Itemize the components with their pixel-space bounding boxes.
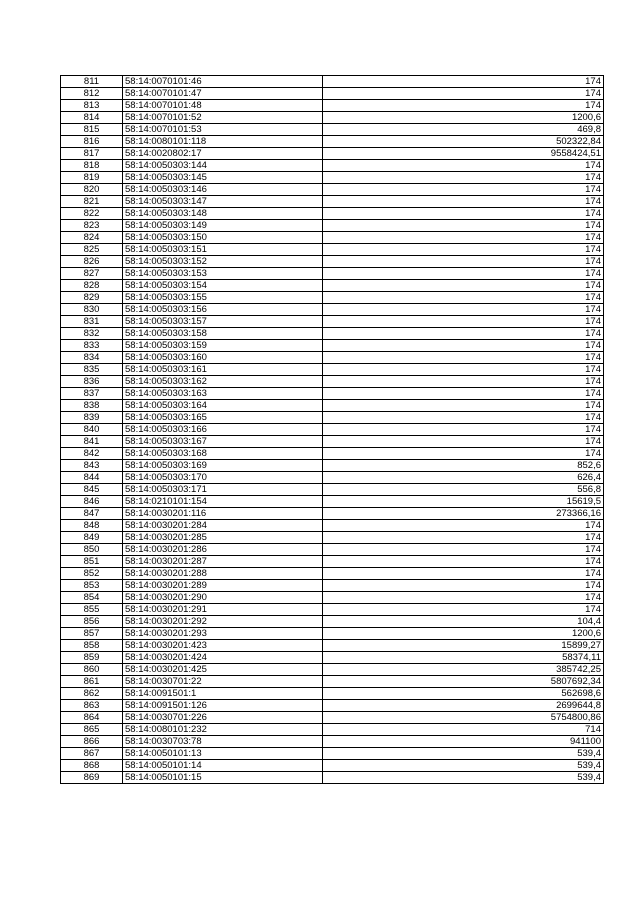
row-number: 843 [61, 460, 123, 472]
cadastral-number: 58:14:0020802:17 [123, 148, 323, 160]
cadastral-number: 58:14:0050101:15 [123, 772, 323, 784]
row-value: 174 [323, 568, 604, 580]
cadastral-number: 58:14:0030701:226 [123, 712, 323, 724]
row-value: 174 [323, 316, 604, 328]
row-value: 174 [323, 280, 604, 292]
row-value: 174 [323, 376, 604, 388]
cadastral-number: 58:14:0070101:46 [123, 76, 323, 88]
table-row [61, 748, 604, 760]
table-row [61, 724, 604, 736]
row-number: 863 [61, 700, 123, 712]
row-number: 851 [61, 556, 123, 568]
table-row [61, 100, 604, 112]
row-value: 174 [323, 88, 604, 100]
table-row [61, 484, 604, 496]
table-body [61, 76, 604, 784]
row-value: 174 [323, 352, 604, 364]
row-number: 829 [61, 292, 123, 304]
cadastral-number: 58:14:0050303:150 [123, 232, 323, 244]
table-row [61, 736, 604, 748]
cadastral-number: 58:14:0050303:165 [123, 412, 323, 424]
row-number: 864 [61, 712, 123, 724]
cadastral-number: 58:14:0080101:118 [123, 136, 323, 148]
cadastral-number: 58:14:0030201:290 [123, 592, 323, 604]
row-number: 848 [61, 520, 123, 532]
cadastral-number: 58:14:0070101:52 [123, 112, 323, 124]
row-value: 174 [323, 556, 604, 568]
row-number: 842 [61, 448, 123, 460]
row-value: 469,8 [323, 124, 604, 136]
table-row [61, 472, 604, 484]
row-value: 385742,25 [323, 664, 604, 676]
row-value: 174 [323, 412, 604, 424]
row-value: 174 [323, 256, 604, 268]
row-value: 174 [323, 196, 604, 208]
table-row [61, 376, 604, 388]
row-value: 58374,11 [323, 652, 604, 664]
table-row [61, 616, 604, 628]
cadastral-number: 58:14:0030201:293 [123, 628, 323, 640]
cadastral-number: 58:14:0030201:423 [123, 640, 323, 652]
row-value: 174 [323, 340, 604, 352]
row-number: 814 [61, 112, 123, 124]
row-value: 174 [323, 244, 604, 256]
cadastral-number: 58:14:0050303:144 [123, 160, 323, 172]
cadastral-number: 58:14:0070101:53 [123, 124, 323, 136]
row-value: 539,4 [323, 772, 604, 784]
row-value: 174 [323, 364, 604, 376]
cadastral-number: 58:14:0210101:154 [123, 496, 323, 508]
row-value: 174 [323, 580, 604, 592]
cadastral-number: 58:14:0050303:154 [123, 280, 323, 292]
row-value: 15899,27 [323, 640, 604, 652]
row-value: 174 [323, 100, 604, 112]
row-number: 858 [61, 640, 123, 652]
cadastral-number: 58:14:0050303:145 [123, 172, 323, 184]
row-number: 812 [61, 88, 123, 100]
row-number: 819 [61, 172, 123, 184]
cadastral-number: 58:14:0050303:146 [123, 184, 323, 196]
row-value: 502322,84 [323, 136, 604, 148]
row-value: 174 [323, 184, 604, 196]
cadastral-number: 58:14:0050101:14 [123, 760, 323, 772]
row-number: 833 [61, 340, 123, 352]
row-value: 626,4 [323, 472, 604, 484]
row-number: 849 [61, 532, 123, 544]
cadastral-number: 58:14:0050303:158 [123, 328, 323, 340]
row-number: 855 [61, 604, 123, 616]
row-number: 838 [61, 400, 123, 412]
row-number: 821 [61, 196, 123, 208]
row-value: 174 [323, 448, 604, 460]
row-number: 825 [61, 244, 123, 256]
table-row [61, 556, 604, 568]
cadastral-number: 58:14:0030201:286 [123, 544, 323, 556]
row-number: 869 [61, 772, 123, 784]
row-value: 9558424,51 [323, 148, 604, 160]
row-number: 835 [61, 364, 123, 376]
cadastral-number: 58:14:0050303:157 [123, 316, 323, 328]
table-row [61, 508, 604, 520]
table-row [61, 148, 604, 160]
row-number: 832 [61, 328, 123, 340]
table-row [61, 760, 604, 772]
row-value: 5807692,34 [323, 676, 604, 688]
row-number: 811 [61, 76, 123, 88]
cadastral-number: 58:14:0030201:284 [123, 520, 323, 532]
table-row [61, 700, 604, 712]
cadastral-number: 58:14:0050303:156 [123, 304, 323, 316]
cadastral-number: 58:14:0050303:161 [123, 364, 323, 376]
table-row [61, 580, 604, 592]
cadastral-number: 58:14:0050303:163 [123, 388, 323, 400]
cadastral-number: 58:14:0050303:151 [123, 244, 323, 256]
row-value: 15619,5 [323, 496, 604, 508]
row-number: 853 [61, 580, 123, 592]
cadastral-number: 58:14:0050303:171 [123, 484, 323, 496]
row-value: 174 [323, 544, 604, 556]
row-number: 862 [61, 688, 123, 700]
row-number: 817 [61, 148, 123, 160]
cadastral-number: 58:14:0091501:1 [123, 688, 323, 700]
table-row [61, 352, 604, 364]
cadastral-number: 58:14:0030201:424 [123, 652, 323, 664]
row-value: 174 [323, 268, 604, 280]
cadastral-number: 58:14:0030703:78 [123, 736, 323, 748]
cadastral-number: 58:14:0050101:13 [123, 748, 323, 760]
table-row [61, 424, 604, 436]
table-row [61, 196, 604, 208]
table-row [61, 568, 604, 580]
cadastral-number: 58:14:0030201:291 [123, 604, 323, 616]
cadastral-number: 58:14:0030201:425 [123, 664, 323, 676]
table-row [61, 232, 604, 244]
table-row [61, 664, 604, 676]
cadastral-number: 58:14:0030201:292 [123, 616, 323, 628]
cadastral-number: 58:14:0050303:148 [123, 208, 323, 220]
row-number: 856 [61, 616, 123, 628]
row-number: 827 [61, 268, 123, 280]
cadastral-number: 58:14:0050303:153 [123, 268, 323, 280]
cadastral-number: 58:14:0050303:164 [123, 400, 323, 412]
cadastral-number: 58:14:0050303:155 [123, 292, 323, 304]
cadastral-number: 58:14:0050303:149 [123, 220, 323, 232]
table-row [61, 184, 604, 196]
row-value: 174 [323, 76, 604, 88]
table-row [61, 112, 604, 124]
cadastral-number: 58:14:0050303:160 [123, 352, 323, 364]
row-value: 174 [323, 520, 604, 532]
row-number: 846 [61, 496, 123, 508]
table-row [61, 688, 604, 700]
row-value: 174 [323, 160, 604, 172]
table-row [61, 592, 604, 604]
cadastral-number: 58:14:0080101:232 [123, 724, 323, 736]
row-value: 539,4 [323, 760, 604, 772]
row-number: 865 [61, 724, 123, 736]
cadastral-number: 58:14:0050303:152 [123, 256, 323, 268]
row-number: 831 [61, 316, 123, 328]
cadastral-number: 58:14:0050303:166 [123, 424, 323, 436]
row-number: 857 [61, 628, 123, 640]
row-value: 174 [323, 424, 604, 436]
table-row [61, 160, 604, 172]
row-number: 830 [61, 304, 123, 316]
row-value: 174 [323, 532, 604, 544]
row-number: 868 [61, 760, 123, 772]
table-row [61, 364, 604, 376]
cadastral-number: 58:14:0091501:126 [123, 700, 323, 712]
row-value: 174 [323, 388, 604, 400]
table-row [61, 172, 604, 184]
row-number: 820 [61, 184, 123, 196]
table-row [61, 676, 604, 688]
row-number: 867 [61, 748, 123, 760]
row-number: 826 [61, 256, 123, 268]
row-number: 866 [61, 736, 123, 748]
table-row [61, 628, 604, 640]
cadastral-number: 58:14:0030201:116 [123, 508, 323, 520]
row-number: 844 [61, 472, 123, 484]
row-number: 813 [61, 100, 123, 112]
table-row [61, 652, 604, 664]
row-number: 839 [61, 412, 123, 424]
table-row [61, 316, 604, 328]
row-value: 273366,16 [323, 508, 604, 520]
cadastral-number: 58:14:0030201:285 [123, 532, 323, 544]
cadastral-number: 58:14:0050303:170 [123, 472, 323, 484]
table-row [61, 772, 604, 784]
table-row [61, 448, 604, 460]
table-row [61, 256, 604, 268]
row-number: 850 [61, 544, 123, 556]
row-number: 860 [61, 664, 123, 676]
row-value: 174 [323, 208, 604, 220]
table-row [61, 400, 604, 412]
table-row [61, 208, 604, 220]
table-row [61, 328, 604, 340]
cadastral-number: 58:14:0050303:168 [123, 448, 323, 460]
row-value: 556,8 [323, 484, 604, 496]
table-row [61, 520, 604, 532]
cadastral-number: 58:14:0050303:159 [123, 340, 323, 352]
row-value: 174 [323, 220, 604, 232]
row-number: 816 [61, 136, 123, 148]
cadastral-number: 58:14:0050303:162 [123, 376, 323, 388]
row-value: 562698,6 [323, 688, 604, 700]
table-row [61, 220, 604, 232]
row-number: 840 [61, 424, 123, 436]
row-number: 861 [61, 676, 123, 688]
cadastral-number: 58:14:0030201:289 [123, 580, 323, 592]
table-row [61, 712, 604, 724]
table-row [61, 436, 604, 448]
row-number: 836 [61, 376, 123, 388]
table-row [61, 460, 604, 472]
row-value: 174 [323, 604, 604, 616]
table-row [61, 136, 604, 148]
row-number: 841 [61, 436, 123, 448]
table-row [61, 244, 604, 256]
cadastral-number: 58:14:0050303:167 [123, 436, 323, 448]
table-row [61, 88, 604, 100]
row-number: 822 [61, 208, 123, 220]
row-number: 852 [61, 568, 123, 580]
row-value: 2699644,8 [323, 700, 604, 712]
row-value: 174 [323, 400, 604, 412]
row-number: 847 [61, 508, 123, 520]
cadastral-number: 58:14:0070101:48 [123, 100, 323, 112]
table-row [61, 340, 604, 352]
row-value: 1200,6 [323, 628, 604, 640]
row-value: 174 [323, 436, 604, 448]
table-row [61, 388, 604, 400]
cadastral-number: 58:14:0030201:287 [123, 556, 323, 568]
table-row [61, 304, 604, 316]
row-number: 845 [61, 484, 123, 496]
table-row [61, 532, 604, 544]
row-number: 834 [61, 352, 123, 364]
row-value: 174 [323, 592, 604, 604]
table-row [61, 544, 604, 556]
row-value: 174 [323, 328, 604, 340]
row-number: 823 [61, 220, 123, 232]
cadastral-number: 58:14:0030201:288 [123, 568, 323, 580]
row-value: 539,4 [323, 748, 604, 760]
table-row [61, 640, 604, 652]
data-table [60, 75, 604, 784]
cadastral-number: 58:14:0050303:169 [123, 460, 323, 472]
row-number: 854 [61, 592, 123, 604]
cadastral-number: 58:14:0050303:147 [123, 196, 323, 208]
cadastral-number: 58:14:0070101:47 [123, 88, 323, 100]
row-value: 852,6 [323, 460, 604, 472]
row-number: 818 [61, 160, 123, 172]
row-number: 859 [61, 652, 123, 664]
table-row [61, 280, 604, 292]
row-value: 174 [323, 232, 604, 244]
row-number: 815 [61, 124, 123, 136]
row-value: 104,4 [323, 616, 604, 628]
table-row [61, 292, 604, 304]
row-value: 5754800,86 [323, 712, 604, 724]
table-row [61, 496, 604, 508]
row-value: 941100 [323, 736, 604, 748]
row-number: 824 [61, 232, 123, 244]
row-value: 174 [323, 172, 604, 184]
row-value: 174 [323, 304, 604, 316]
row-number: 828 [61, 280, 123, 292]
row-value: 174 [323, 292, 604, 304]
table-row [61, 268, 604, 280]
cadastral-number: 58:14:0030701:22 [123, 676, 323, 688]
row-number: 837 [61, 388, 123, 400]
row-value: 714 [323, 724, 604, 736]
table-row [61, 604, 604, 616]
table-row [61, 76, 604, 88]
row-value: 1200,6 [323, 112, 604, 124]
table-row [61, 124, 604, 136]
table-row [61, 412, 604, 424]
